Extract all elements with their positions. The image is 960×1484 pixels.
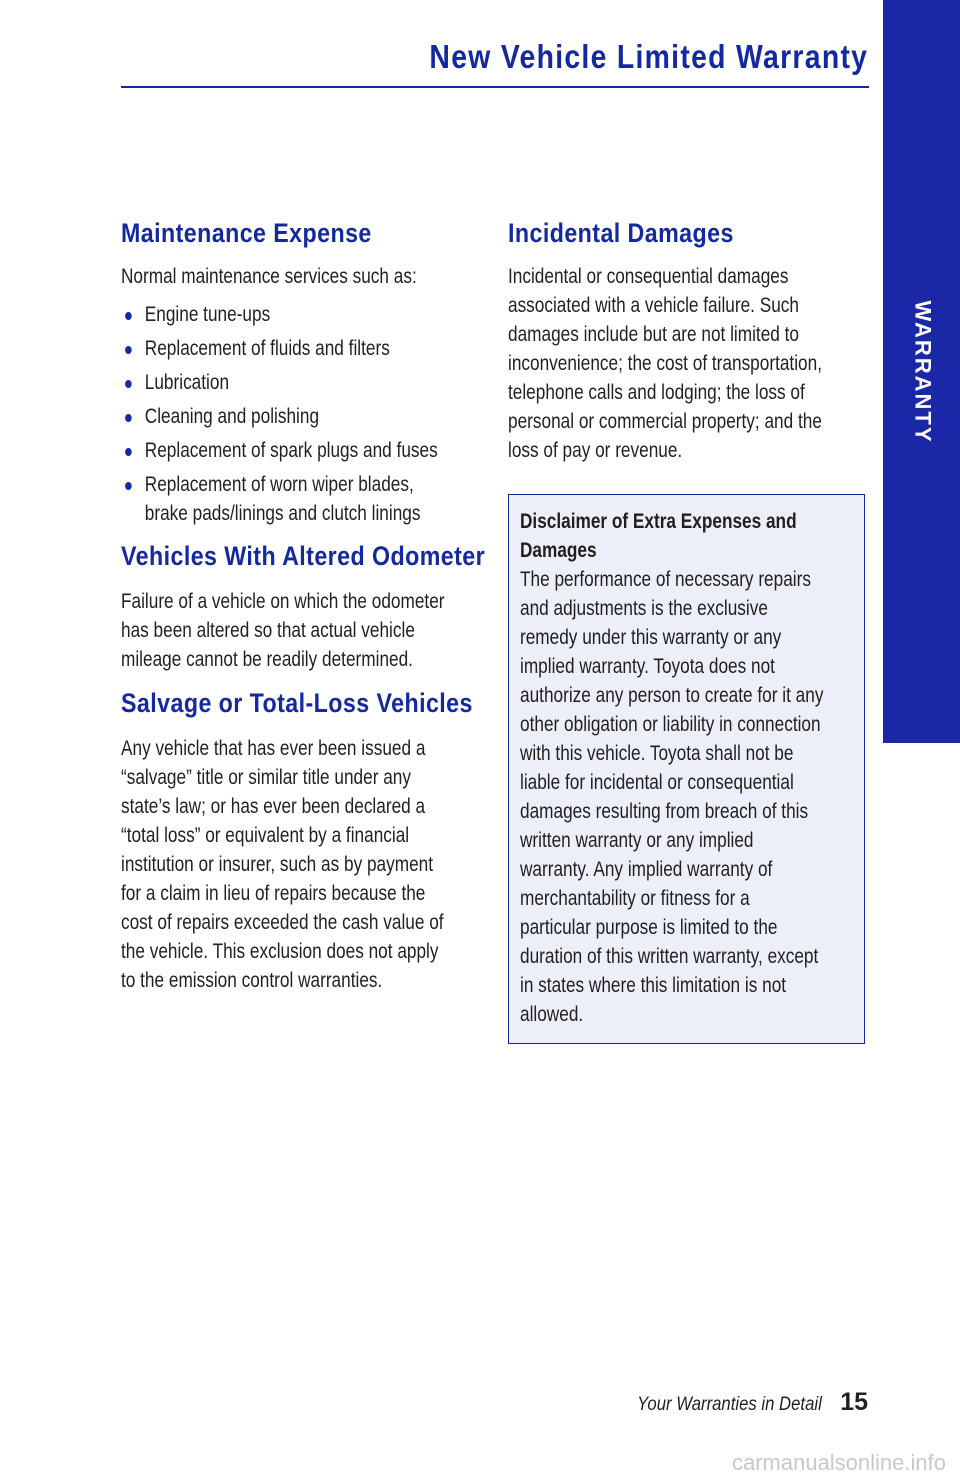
text-line: to the emission control warranties. [121, 969, 383, 992]
text-line: liable for incidental or consequential [520, 771, 794, 794]
text-line: merchantability or fitness for a [520, 887, 750, 910]
bullet-icon [125, 482, 132, 490]
bullet-icon [125, 448, 132, 456]
text-line: associated with a vehicle failure. Such [508, 294, 799, 317]
salvage-paragraph [121, 734, 444, 995]
text-line: Any vehicle that has ever been issued a [121, 737, 426, 760]
bullet-icon [125, 346, 132, 354]
list-item-text: Engine tune-ups [144, 303, 271, 326]
title-rule [121, 86, 869, 88]
text-line: particular purpose is limited to the [520, 916, 778, 939]
text-line: “total loss” or equivalent by a financial [121, 824, 410, 847]
list-item-text: Replacement of worn wiper blades, [144, 473, 414, 496]
maintenance-heading: Maintenance Expense [121, 218, 372, 248]
page-number: 15 [840, 1388, 868, 1416]
incidental-paragraph [508, 262, 822, 465]
text-line: authorize any person to create for it any [520, 684, 824, 707]
left-column [121, 216, 486, 995]
list-item [121, 402, 418, 431]
text-line: damages resulting from breach of this [520, 800, 809, 823]
text-line: other obligation or liability in connection [520, 713, 821, 736]
page-title: New Vehicle Limited Warranty [429, 38, 868, 75]
text-line: institution or insurer, such as by payment [121, 853, 434, 876]
page-footer [612, 1388, 868, 1417]
list-item [121, 470, 421, 528]
maintenance-list [121, 300, 438, 528]
text-line: warranty. Any implied warranty of [520, 858, 773, 881]
list-item-text: Replacement of fluids and filters [144, 337, 390, 360]
disclaimer-title: Disclaimer of Extra Expenses and [520, 510, 797, 533]
text-line: “salvage” title or similar title under any [121, 766, 411, 789]
maintenance-intro: Normal maintenance services such as: [121, 265, 417, 288]
list-item-text: brake pads/linings and clutch linings [144, 502, 421, 525]
section-side-tab-label-wrap [903, 292, 943, 452]
text-line: in states where this limitation is not [520, 974, 787, 997]
text-line: duration of this written warranty, except [520, 945, 819, 968]
bullet-icon [125, 380, 132, 388]
text-line: has been altered so that actual vehicle [121, 619, 415, 642]
text-line: allowed. [520, 1003, 584, 1026]
text-line: loss of pay or revenue. [508, 439, 683, 462]
footer-text: Your Warranties in Detail [637, 1394, 823, 1415]
list-item [121, 334, 418, 363]
list-item-text: Replacement of spark plugs and fuses [144, 439, 438, 462]
text-line: The performance of necessary repairs [520, 568, 811, 591]
incidental-heading: Incidental Damages [508, 218, 734, 248]
text-line: mileage cannot be readily determined. [121, 648, 413, 671]
text-line: the vehicle. This exclusion does not apply [121, 940, 439, 963]
text-line: Incidental or consequential damages [508, 265, 789, 288]
bullet-icon [125, 414, 132, 422]
text-line: personal or commercial property; and the [508, 410, 822, 433]
list-item [121, 436, 438, 465]
right-column [508, 216, 870, 465]
text-line: implied warranty. Toyota does not [520, 655, 775, 678]
section-side-tab-label: WARRANTY [911, 300, 937, 444]
list-item [121, 300, 418, 329]
disclaimer-box [508, 494, 865, 1044]
text-line: for a claim in lieu of repairs because the [121, 882, 426, 905]
text-line: damages include but are not limited to [508, 323, 800, 346]
text-line: telephone calls and lodging; the loss of [508, 381, 805, 404]
watermark: carmanualsonline.info [731, 1450, 946, 1475]
odometer-paragraph [121, 587, 445, 674]
disclaimer-title: Damages [520, 539, 597, 562]
text-line: cost of repairs exceeded the cash value of [121, 911, 444, 934]
text-line: and adjustments is the exclusive [520, 597, 768, 620]
text-line: with this vehicle. Toyota shall not be [520, 742, 794, 765]
disclaimer-content [520, 507, 823, 1029]
salvage-heading: Salvage or Total-Loss Vehicles [121, 688, 473, 718]
text-line: written warranty or any implied [520, 829, 754, 852]
list-item-text: Lubrication [144, 371, 230, 394]
text-line: inconvenience; the cost of transportation, [508, 352, 822, 375]
odometer-heading: Vehicles With Altered Odometer [121, 541, 486, 571]
bullet-icon [125, 312, 132, 320]
list-item-text: Cleaning and polishing [144, 405, 320, 428]
text-line: state’s law; or has ever been declared a [121, 795, 426, 818]
text-line: Failure of a vehicle on which the odometer [121, 590, 445, 613]
list-item [121, 368, 418, 397]
text-line: remedy under this warranty or any [520, 626, 782, 649]
